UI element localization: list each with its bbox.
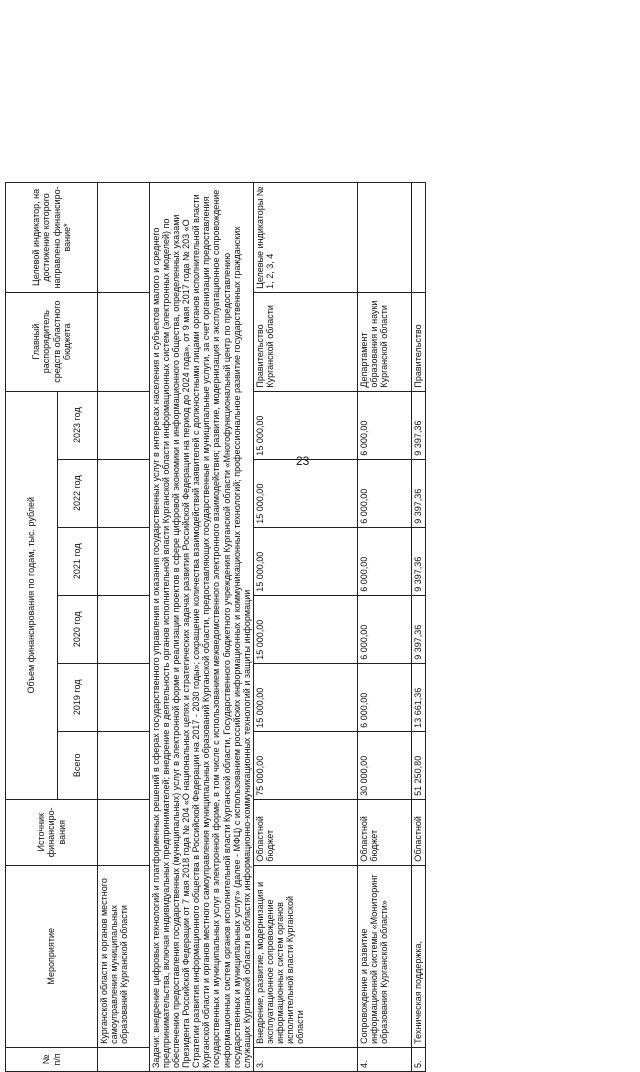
table-row — [253, 183, 357, 1072]
table-row — [411, 183, 425, 1072]
row-indicator — [357, 183, 411, 293]
task-text: Задачи: внедрение цифровых технологий и платформенных решений в сферах государственного управления и оказания государственных услуг в интересах населения и субъектов малого и среднего предпринимательства, включая индивидуальных предпринимателей; внедрение в деятельность органов исполнительной власти Курганской области информационных систем (электронных моделей) по обеспечению предоставления государственных (муниципальных) услуг в электронной форме и реализации проектов в сфере цифровой экономики и информационного общества, определенных указами Президента Российской Федерации от 7 мая 2018 года № 204 «О национальных целях и стратегических задачах развития Российской Федерации на период до 2024 года», от 9 мая 2017 года № 203 «О Стратегии развития информационного общества в Российской Федерации на 2017 - 2030 годы»; сокращение количества взаимодействий заявителей с должностными лицами органов исполнительной власти Курганской области и органов местного самоуправления муниципальных образований Курганской области, предоставляющих государственные и муниципальные услуги, за счет организации предоставления государственных и муниципальных услуг в электронной форме, в том числе с использованием межведомственного электронного взаимодействия; развитие, модернизация и эксплуатационное сопровождение информационных систем органов исполнительной власти Курганской области, Государственного бюджетного учреждения Курганской области «Многофункциональный центр по предоставлению государственных и муниципальных услуг» (далее - МФЦ) с использованием российских информационных и коммуникационных технологий; профессиональное развитие государственных гражданских служащих Курганской области в областях информационно-коммуникационных технологий и защиты информации — [150, 183, 254, 1072]
row-manager: Правительство — [411, 292, 425, 391]
header-volume: Объем финансирования по годам, тыс. рублей — [6, 391, 58, 799]
row-2019: 13 661,36 — [411, 663, 425, 731]
row-indicator: Целевые индикаторы № 1, 2, 3, 4 — [253, 183, 357, 293]
row-measure: Техническая поддержка, — [411, 865, 425, 1047]
row-source: Областной — [411, 799, 425, 865]
row-2019: 6 000,00 — [357, 663, 411, 731]
financing-table — [5, 182, 426, 1072]
header-measure: Мероприятие — [6, 865, 98, 1047]
row-2021: 9 397,36 — [411, 527, 425, 595]
row-2023: 6 000,00 — [357, 391, 411, 459]
row-total: 75 000,00 — [253, 731, 357, 799]
row-num: 4. — [357, 1047, 411, 1071]
page-number: 23 — [296, 454, 310, 468]
row-source: Областной бюджет — [357, 799, 411, 865]
table-row — [357, 183, 411, 1072]
row-2020: 15 000,00 — [253, 595, 357, 663]
row-measure: Сопровождение и развитие информационной системы «Мониторинг образования Курганской области» — [357, 865, 411, 1047]
header-2020: 2020 год — [58, 595, 98, 663]
row-total: 30 000,00 — [357, 731, 411, 799]
row-total: 51 250,80 — [411, 731, 425, 799]
header-2019: 2019 год — [58, 663, 98, 731]
row-num: 5. — [411, 1047, 425, 1071]
header-manager: Главный распорядитель средств областного бюджета — [6, 292, 98, 391]
row-2020: 9 397,36 — [411, 595, 425, 663]
table-row — [98, 183, 150, 1072]
row-indicator — [411, 183, 425, 293]
header-total: Всего — [58, 731, 98, 799]
row-measure: Внедрение, развитие, модернизация и эксплуатационное сопровождение информационных систем органов исполнительной власти Курганской области — [253, 865, 357, 1047]
header-source: Источник финансиро-вания — [6, 799, 98, 865]
header-indicator: Целевой индикатор, на достижение которого направлено финансиро-вание* — [6, 183, 98, 293]
row-manager: Правительство Курганской области — [253, 292, 357, 391]
header-2023: 2023 год — [58, 391, 98, 459]
row-2023: 15 000,00 — [253, 391, 357, 459]
continuation-measure: Курганской области и органов местного самоуправления муниципальных образований Курганской области — [98, 865, 150, 1047]
row-2020: 6 000,00 — [357, 595, 411, 663]
row-2021: 6 000,00 — [357, 527, 411, 595]
header-num: № п/п — [6, 1047, 98, 1071]
row-2022: 6 000,00 — [357, 459, 411, 527]
row-manager: Департамент образования и науки Курганской области — [357, 292, 411, 391]
row-num: 3. — [253, 1047, 357, 1071]
row-2019: 15 000,00 — [253, 663, 357, 731]
row-2022: 15 000,00 — [253, 459, 357, 527]
header-2021: 2021 год — [58, 527, 98, 595]
row-source: Областной бюджет — [253, 799, 357, 865]
rotated-page — [5, 182, 625, 1072]
task-row — [150, 183, 254, 1072]
row-2023: 9 397,36 — [411, 391, 425, 459]
header-2022: 2022 год — [58, 459, 98, 527]
row-2022: 9 397,36 — [411, 459, 425, 527]
row-2021: 15 000,00 — [253, 527, 357, 595]
